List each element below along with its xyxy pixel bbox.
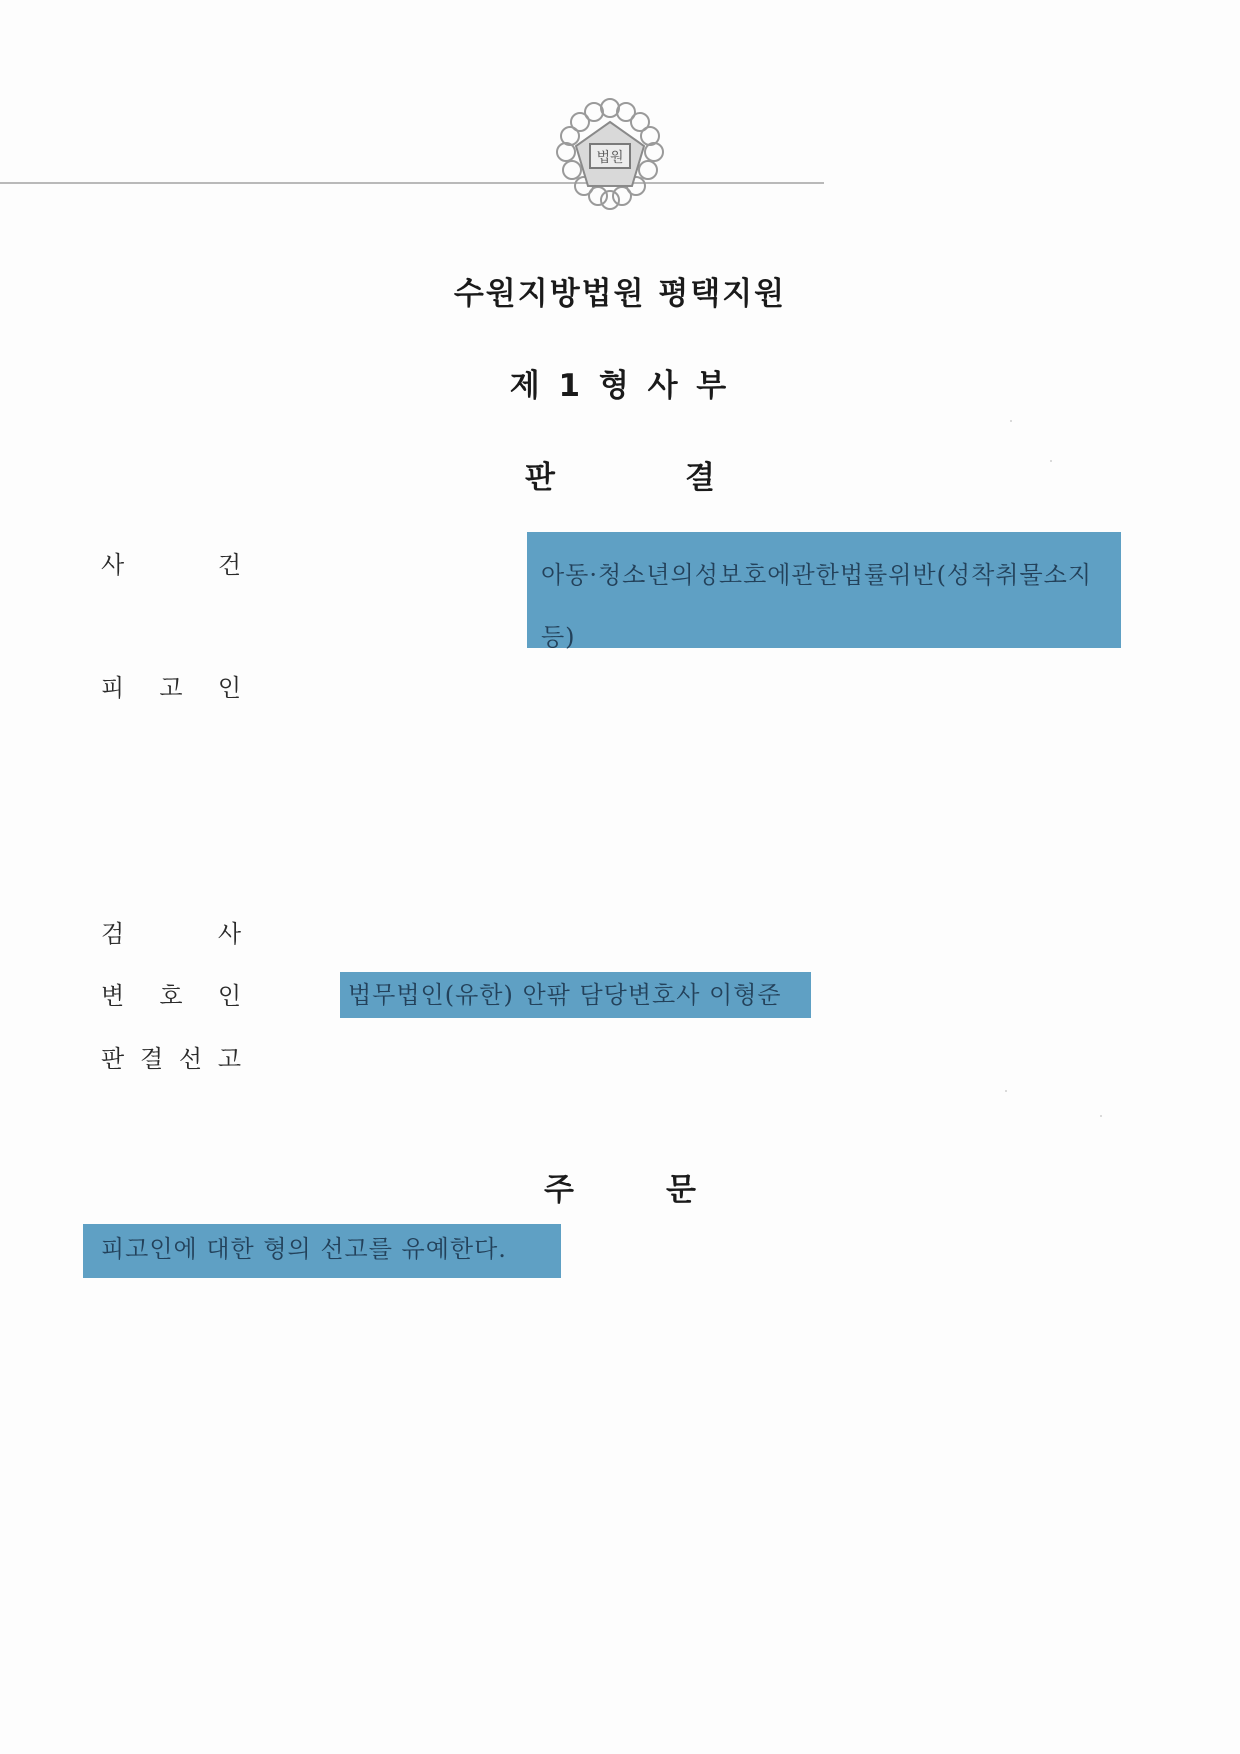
order-heading-char: 문 (666, 1172, 696, 1208)
defense-label-char: 인 (217, 982, 241, 1010)
court-name: 수원지방법원 평택지원 (453, 276, 787, 312)
order-heading-char: 주 (544, 1172, 574, 1208)
case-label-char: 사 (101, 551, 125, 579)
sentencing-label-char: 결 (139, 1045, 164, 1073)
scan-speck (1100, 1115, 1102, 1117)
sentencing-label-char: 선 (178, 1045, 203, 1073)
document-type-heading (0, 452, 1240, 497)
prosecutor-label (101, 914, 241, 949)
defendant-label (101, 668, 241, 703)
case-label (101, 545, 241, 580)
prosecutor-label-char: 검 (101, 920, 125, 948)
case-label-char: 건 (217, 551, 241, 579)
header-rule (0, 182, 824, 184)
division-name: 제 1 형 사 부 (509, 368, 731, 404)
prosecutor-label-char: 사 (217, 920, 241, 948)
court-emblem-icon (540, 96, 680, 216)
defense-label-char: 호 (159, 982, 183, 1010)
scan-speck (1050, 460, 1052, 462)
order-text-highlight: 피고인에 대한 형의 선고를 유예한다. (83, 1224, 561, 1278)
case-value-highlight: 아동·청소년의성보호에관한법률위반(성착취물소지등) (527, 532, 1121, 648)
document-type-char: 판 (525, 460, 555, 496)
defendant-label-char: 피 (101, 674, 125, 702)
defendant-label-char: 고 (159, 674, 183, 702)
defense-counsel-highlight: 법무법인(유한) 안팎 담당변호사 이형준 (340, 972, 811, 1018)
order-heading (0, 1164, 1240, 1209)
sentencing-date-label (101, 1039, 241, 1074)
defendant-label-char: 인 (217, 674, 241, 702)
document-type-char: 결 (685, 460, 715, 496)
sentencing-label-char: 판 (101, 1045, 125, 1073)
emblem-label: 법원 (596, 150, 624, 166)
scan-speck (1010, 420, 1012, 422)
sentencing-label-char: 고 (217, 1045, 241, 1073)
defense-counsel-label (101, 976, 241, 1011)
defense-label-char: 변 (101, 982, 125, 1010)
scan-speck (1005, 1090, 1007, 1092)
